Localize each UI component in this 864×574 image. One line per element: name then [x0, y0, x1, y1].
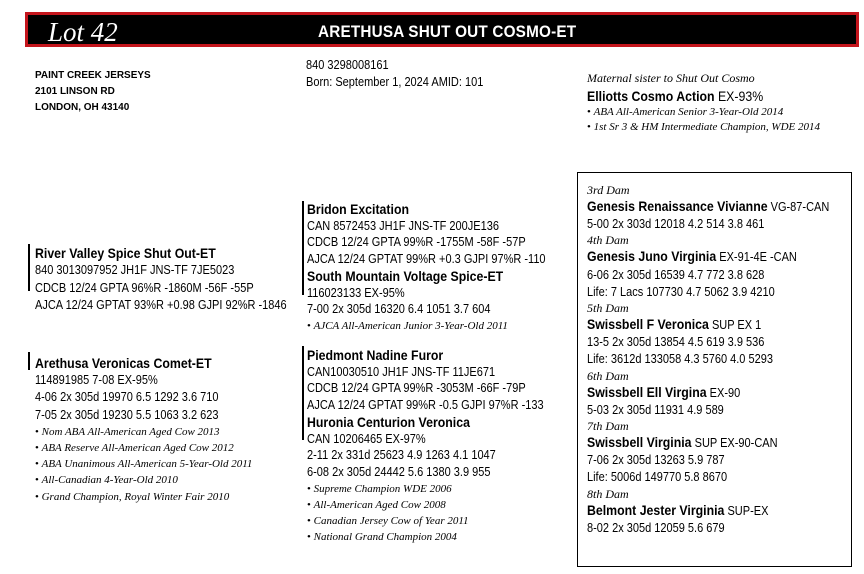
dam-bracket: [28, 352, 30, 370]
owner-street: 2101 LINSON RD: [35, 85, 115, 97]
dam-block: [35, 355, 252, 505]
lot-number: Lot 42: [48, 17, 118, 47]
animal-title: ARETHUSA SHUT OUT COSMO-ET: [318, 22, 577, 41]
honor-item: • ABA All-American Senior 3-Year-Old 2014: [587, 105, 820, 120]
dam-line: 7-05 2x 305d 19230 5.5 1063 3.2 623: [35, 407, 219, 422]
honor-item: • Nom ABA All-American Aged Cow 2013: [35, 424, 252, 440]
dam-entry-record: Life: 5006d 149770 5.8 8670: [587, 470, 728, 485]
owner-block: [35, 67, 151, 115]
dam-parents: [307, 347, 576, 545]
honor-item: • ABA Unanimous All-American 5-Year-Old 2011: [35, 456, 252, 472]
maternal-sister-note: Maternal sister to Shut Out Cosmo: [587, 71, 755, 85]
dam-entry-record: Life: 7 Lacs 107730 4.7 5062 3.9 4210: [587, 284, 775, 299]
dam-text: [587, 248, 829, 301]
dam-label: 7th Dam: [587, 419, 629, 434]
birth-date: Born: September 1, 2024 AMID: 101: [306, 74, 484, 89]
dam-sire-name: Piedmont Nadine Furor: [307, 347, 444, 363]
dam-text: [587, 384, 829, 419]
dam-line: 4-06 2x 305d 19970 6.5 1292 3.6 710: [35, 390, 219, 405]
sire-bracket: [28, 244, 30, 291]
maternal-sister: [587, 70, 820, 135]
dam-label: 5th Dam: [587, 301, 629, 316]
dam-stats: [35, 355, 226, 424]
dam-dam-line: CAN 10206465 EX-97%: [307, 431, 426, 446]
registration-number: 840 3298008161: [306, 58, 389, 72]
honor-item: • Supreme Champion WDE 2006: [307, 481, 576, 497]
dam-label: 4th Dam: [587, 233, 629, 248]
dam-entry-record: 6-06 2x 305d 16539 4.7 772 3.8 628: [587, 267, 765, 282]
dam-sire-line: CAN10030510 JH1F JNS-TF 11JE671: [307, 364, 496, 379]
maternal-sister-heading: [587, 87, 792, 105]
sire-block: [35, 245, 287, 315]
dam-entry-score: SUP EX 1: [711, 318, 762, 333]
dam-sire-line: AJCA 12/24 GPTAT 99%R -0.5 GJPI 97%R -133: [307, 398, 544, 413]
dam-entry: [587, 301, 862, 369]
animal-info: [306, 57, 483, 90]
honor-item: • 1st Sr 3 & HM Intermediate Champion, WDE 2014: [587, 120, 820, 135]
dam-entry-score: EX-91-4E -CAN: [719, 250, 797, 265]
sire-sire-line: CDCB 12/24 GPTA 99%R -1755M -58F -57P: [307, 235, 526, 250]
dam-label: 6th Dam: [587, 368, 629, 383]
dam-entry-record: Life: 3612d 133058 4.3 5760 4.0 5293: [587, 352, 773, 367]
dam-entry: [587, 487, 862, 537]
dam-entry-name: Genesis Juno Virginia: [587, 248, 717, 265]
dam-dam-line: 6-08 2x 305d 24442 5.6 1380 3.9 955: [307, 464, 491, 479]
dam-text: [587, 502, 829, 537]
sire-dam-name: South Mountain Voltage Spice-ET: [307, 267, 504, 284]
honor-item: • All-Canadian 4-Year-Old 2010: [35, 472, 252, 488]
sire-sire-line: AJCA 12/24 GPTAT 99%R +0.3 GJPI 97%R -110: [307, 252, 546, 267]
honor-item: • Grand Champion, Royal Winter Fair 2010: [35, 489, 252, 505]
dam-text: [587, 434, 829, 487]
honor-item: • Canadian Jersey Cow of Year 2011: [307, 513, 576, 529]
dam-label: 8th Dam: [587, 486, 629, 501]
dam-entry-name: Swissbell Ell Virgina: [587, 383, 707, 400]
dam-entry-name: Swissbell F Veronica: [587, 316, 709, 333]
dam-parents-bracket: [302, 346, 304, 440]
dam-entry-score: SUP-EX: [727, 503, 769, 518]
lot-banner: [25, 12, 859, 47]
dam-entry-record: 7-06 2x 305d 13263 5.9 787: [587, 453, 725, 468]
sire-dam-line: 7-00 2x 305d 16320 6.4 1051 3.7 604: [307, 302, 491, 317]
owner-name: PAINT CREEK JERSEYS: [35, 69, 151, 81]
sire-dam-line: 116023133 EX-95%: [307, 285, 405, 300]
sire-line: CDCB 12/24 GPTA 96%R -1860M -56F -55P: [35, 280, 254, 295]
sire-sire-line: CAN 8572453 JH1F JNS-TF 200JE136: [307, 218, 499, 233]
dam-entry-score: EX-90: [709, 385, 741, 400]
sire-line: 840 3013097952 JH1F JNS-TF 7JE5023: [35, 263, 235, 278]
dam-entry-record: 8-02 2x 305d 12059 5.6 679: [587, 520, 725, 535]
dam-entry-name: Genesis Renaissance Vivianne: [587, 198, 768, 214]
dam-entry: [587, 419, 862, 487]
dam-entry-name: Swissbell Virginia: [587, 434, 692, 451]
dam-entry-score: VG-87-CAN: [770, 200, 830, 214]
sire-line: AJCA 12/24 GPTAT 93%R +0.98 GJPI 92%R -1846: [35, 298, 287, 313]
owner-city: LONDON, OH 43140: [35, 101, 130, 113]
honor-item: • AJCA All-American Junior 3-Year-Old 2011: [307, 318, 578, 334]
honor-item: • National Grand Champion 2004: [307, 529, 576, 545]
honor-item: • ABA Reserve All-American Aged Cow 2012: [35, 440, 252, 456]
honor-item: • All-American Aged Cow 2008: [307, 497, 576, 513]
sire-sire-name: Bridon Excitation: [307, 201, 409, 217]
dam-text: [587, 316, 829, 369]
dam-dam-name: Huronia Centurion Veronica: [307, 413, 470, 430]
dam-sire-line: CDCB 12/24 GPTA 99%R -3053M -66F -79P: [307, 381, 526, 396]
dam-entry-score: SUP EX-90-CAN: [694, 436, 778, 451]
sire-parents: [307, 201, 578, 334]
dam-entry: [587, 369, 862, 419]
dam-entry: [587, 183, 862, 233]
dam-dam-line: 2-11 2x 331d 25623 4.9 1263 4.1 1047: [307, 448, 496, 463]
dam-text: [587, 198, 829, 233]
sire-parents-bracket: [302, 201, 304, 295]
dam-name: Arethusa Veronicas Comet-ET: [35, 355, 212, 371]
maternal-sister-score: EX-93%: [717, 87, 764, 104]
maternal-sister-name: Elliotts Cosmo Action: [587, 87, 715, 104]
dam-lineage: [587, 183, 862, 537]
dam-entry-record: 13-5 2x 305d 13854 4.5 619 3.9 536: [587, 335, 765, 350]
dam-entry-record: 5-03 2x 305d 11931 4.9 589: [587, 402, 724, 417]
dam-entry: [587, 233, 862, 301]
sire-name: River Valley Spice Shut Out-ET: [35, 245, 216, 261]
dam-line: 114891985 7-08 EX-95%: [35, 373, 158, 388]
dam-entry-name: Belmont Jester Virginia: [587, 501, 725, 518]
sire-sire-block: [307, 201, 546, 318]
dam-sire-block: [307, 347, 544, 481]
dam-label: 3rd Dam: [587, 183, 630, 197]
dam-entry-record: 5-00 2x 303d 12018 4.2 514 3.8 461: [587, 217, 765, 232]
